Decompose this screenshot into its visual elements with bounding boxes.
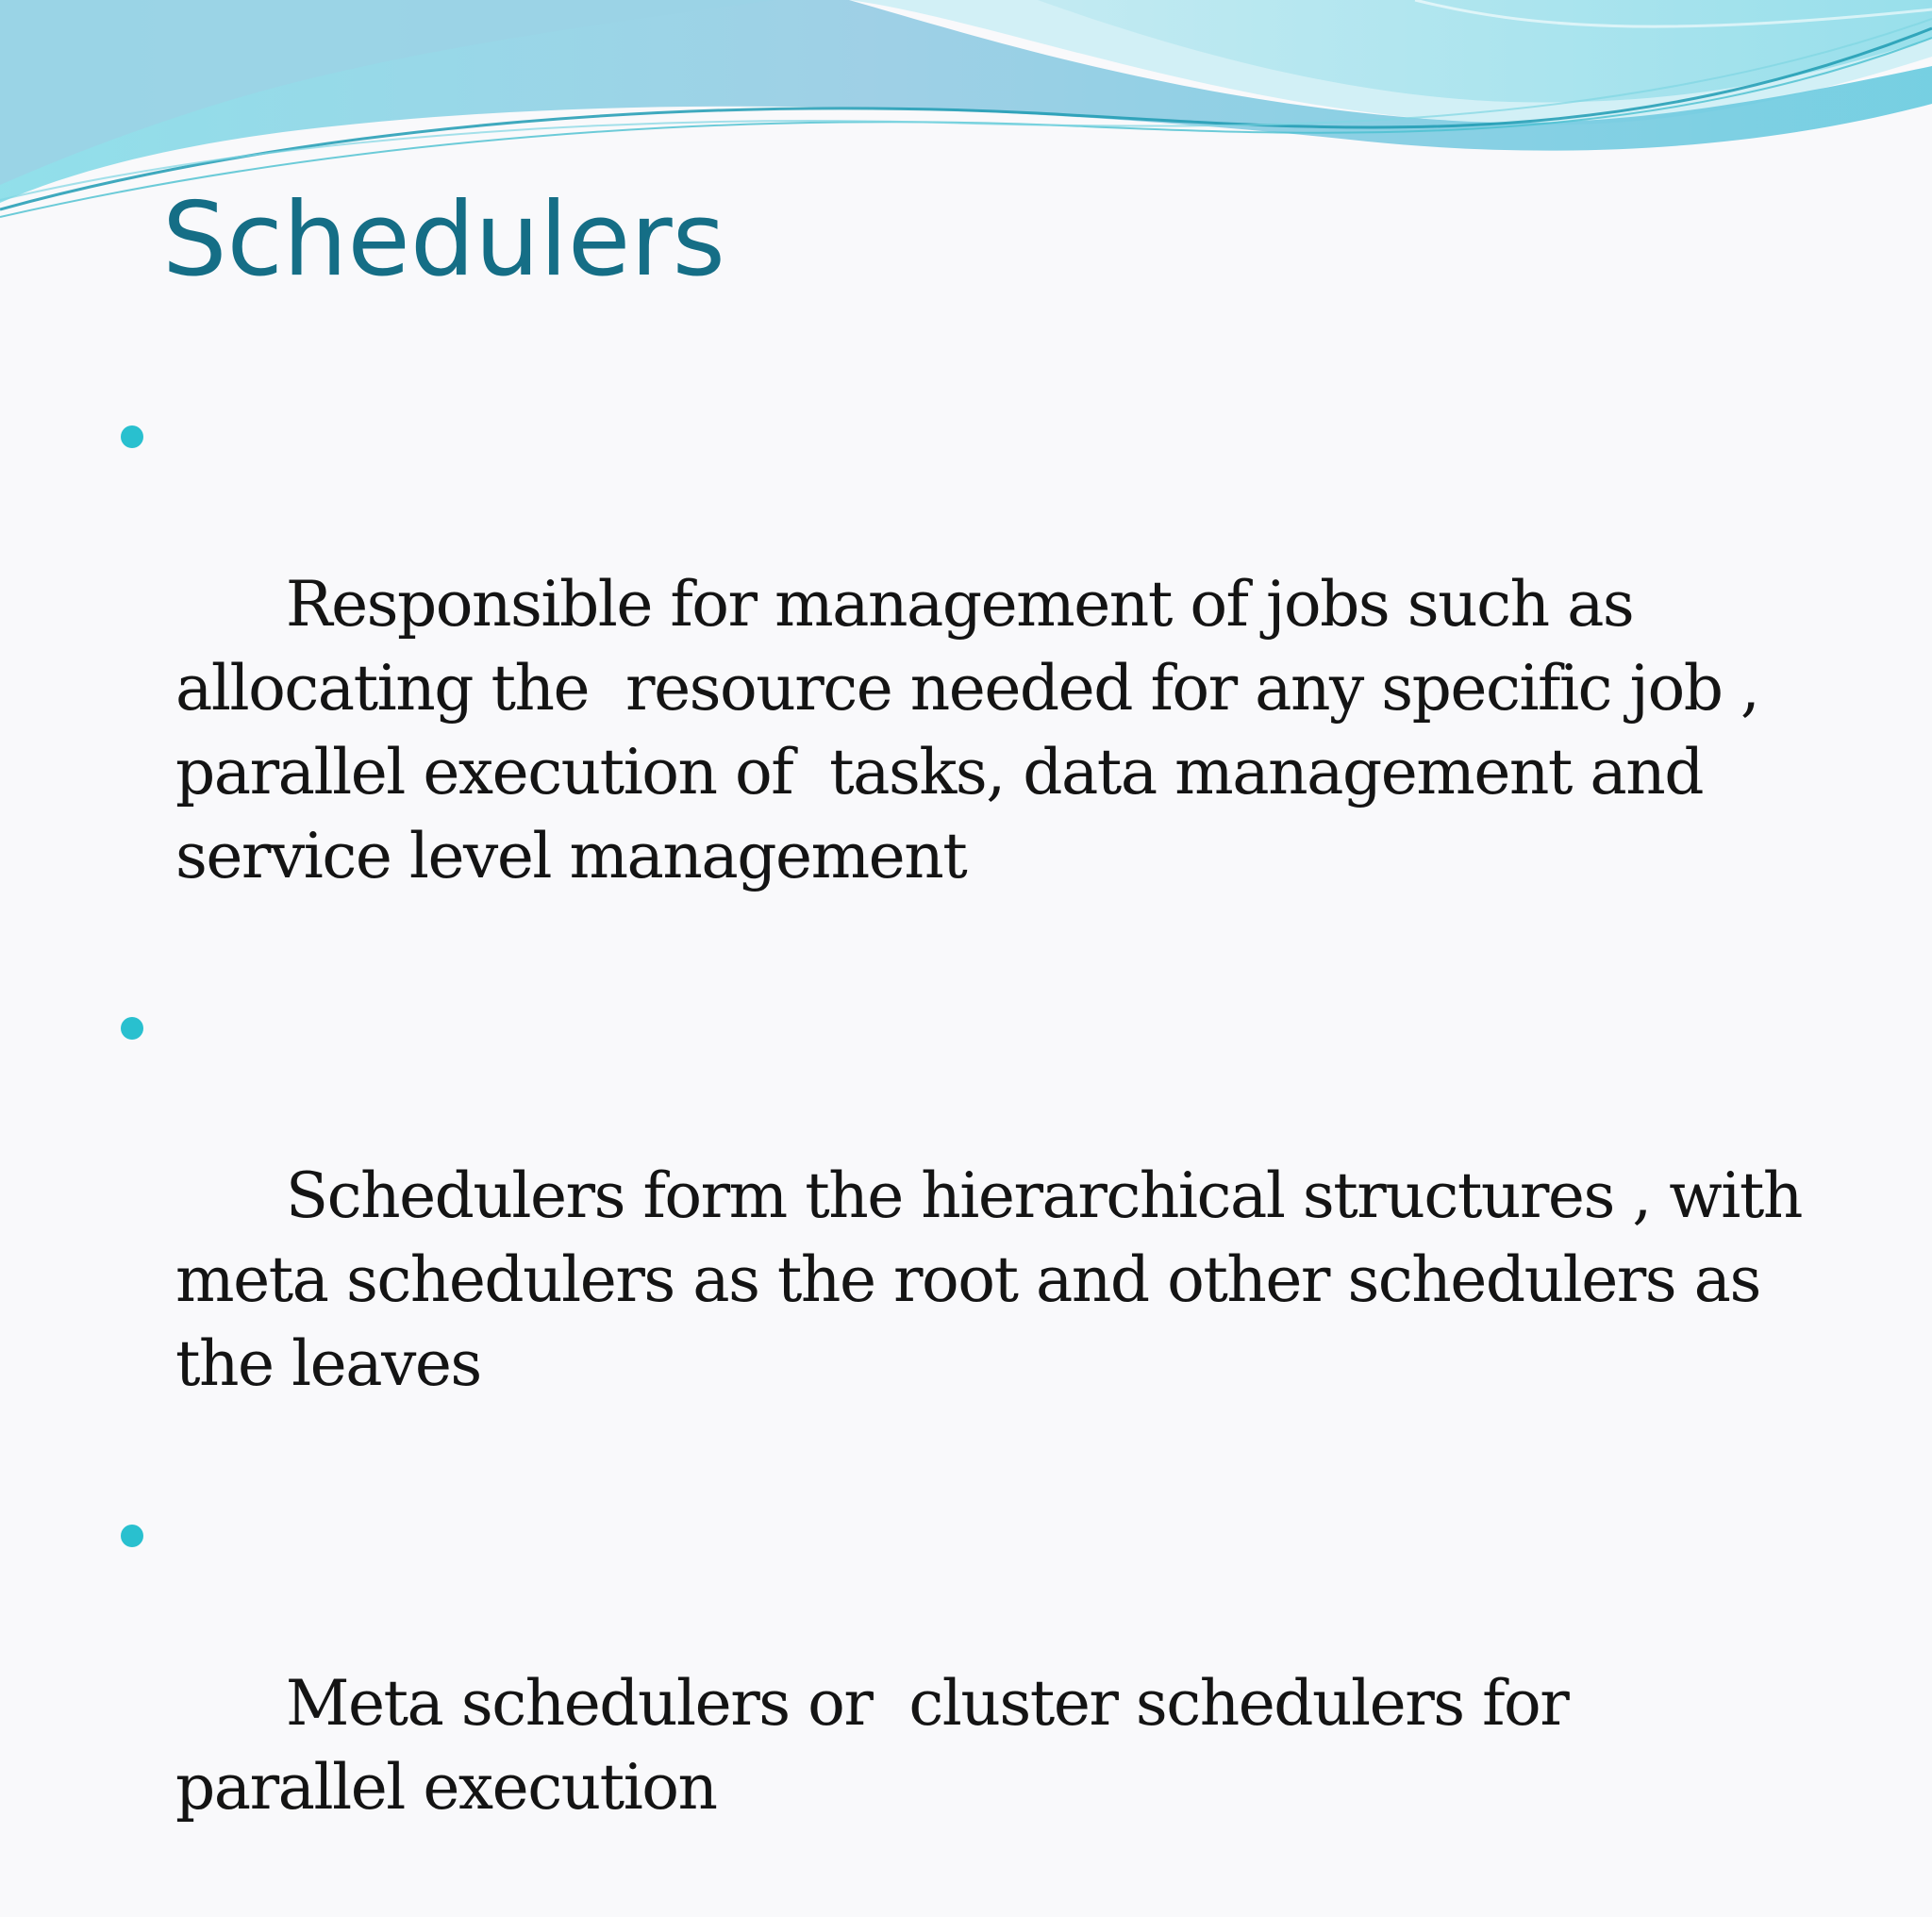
bullet-item <box>121 394 1875 982</box>
bullet-marker-icon <box>121 1525 143 1547</box>
bullet-list <box>121 394 1875 1917</box>
bullet-marker-icon <box>121 425 143 448</box>
bullet-marker-icon <box>121 1017 143 1040</box>
bullet-text: Schedulers form the hierarchical structures , with meta schedulers as the root and other schedulers as the leaves <box>175 1159 1821 1400</box>
bullet-text: Meta schedulers or cluster schedulers for parallel execution <box>175 1667 1660 1824</box>
slide-title: Schedulers <box>162 181 725 299</box>
bullet-text: Responsible for management of jobs such as allocating the resource needed for any specific job , parallel execution of tasks, data management and service level management <box>175 568 1777 892</box>
bullet-item <box>121 986 1875 1490</box>
bullet-item <box>121 1493 1875 1913</box>
